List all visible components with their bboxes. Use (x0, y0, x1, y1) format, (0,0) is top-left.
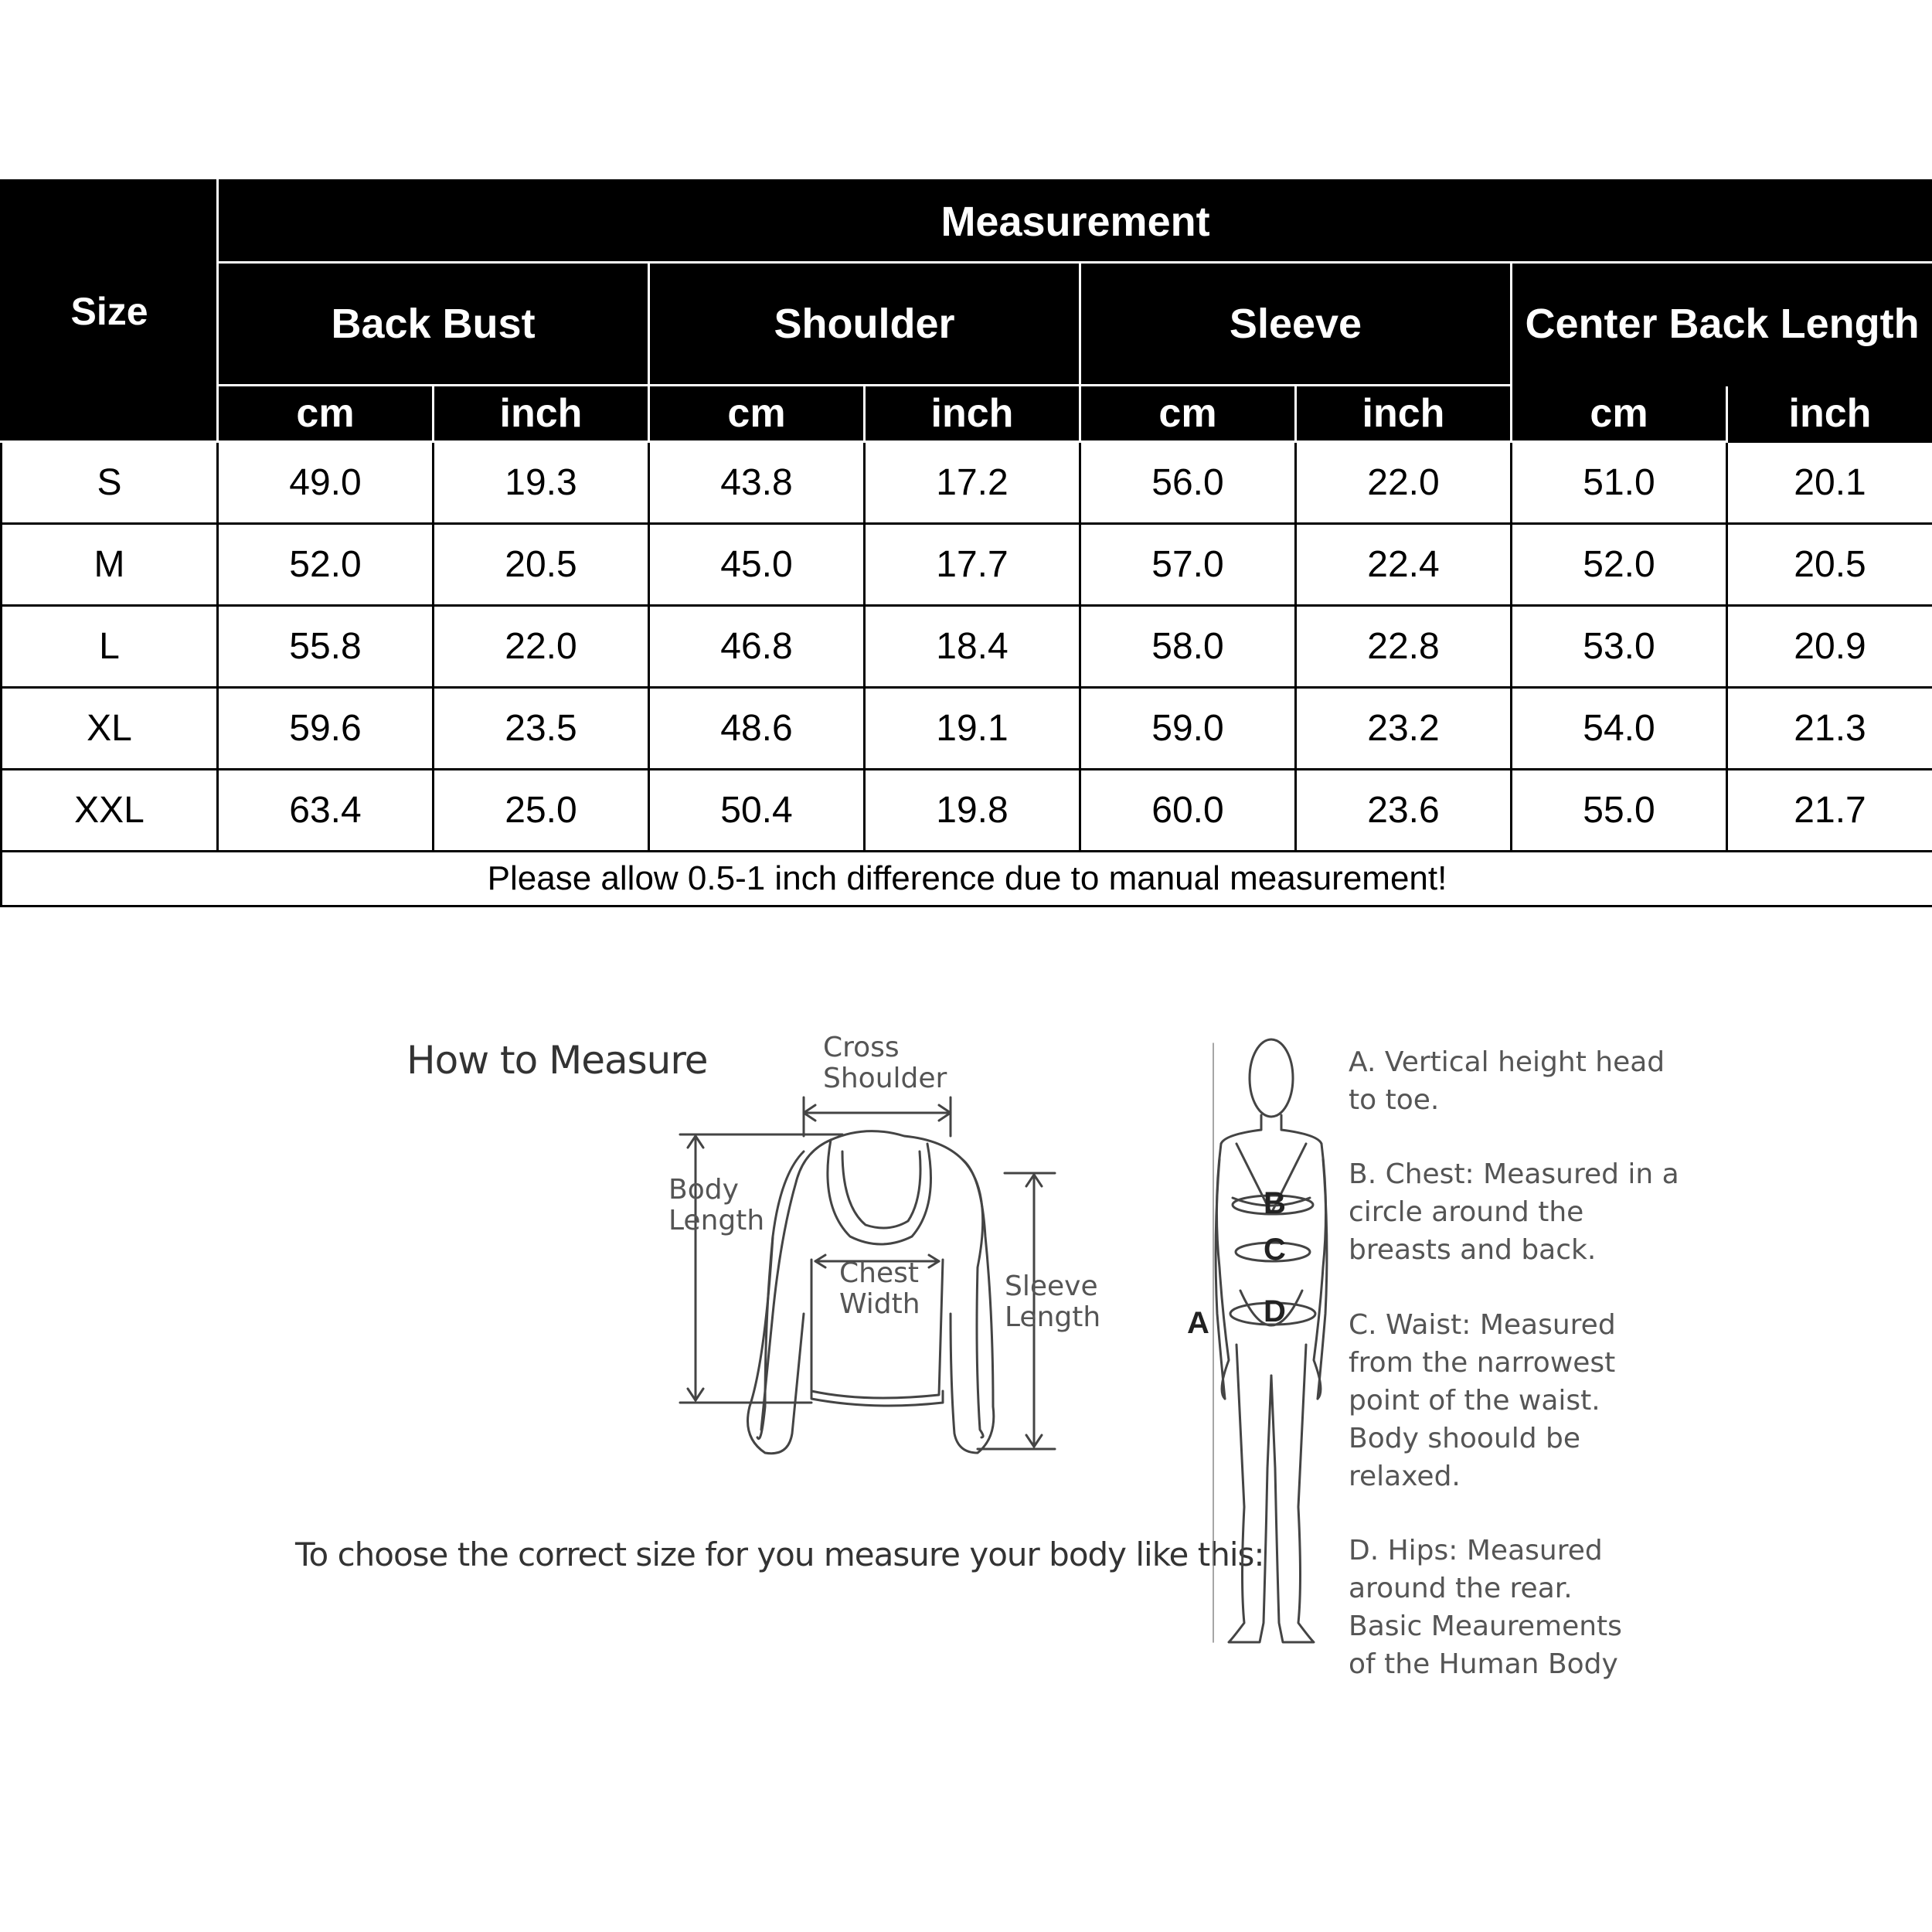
group-header-shoulder: Shoulder (649, 263, 1080, 386)
size-cell: M (2, 524, 218, 606)
value-cell: 52.0 (1512, 524, 1727, 606)
unit-header: cm (218, 386, 434, 442)
value-cell: 54.0 (1512, 688, 1727, 770)
value-cell: 60.0 (1080, 770, 1296, 852)
unit-header: inch (434, 386, 649, 442)
unit-header: cm (1512, 386, 1727, 442)
value-cell: 22.8 (1296, 606, 1512, 688)
value-cell: 49.0 (218, 442, 434, 524)
chest-width-label: Chest Width (839, 1257, 920, 1320)
body-letter-b: B (1264, 1186, 1286, 1220)
unit-header: inch (865, 386, 1080, 442)
body-letter-c: C (1264, 1233, 1286, 1267)
value-cell: 48.6 (649, 688, 865, 770)
value-cell: 45.0 (649, 524, 865, 606)
cross-shoulder-label: Cross Shoulder (823, 1032, 947, 1094)
description-c: C. Waist: Measured from the narrowest point of the waist. Body shoould be relaxed. (1349, 1309, 1616, 1492)
value-cell: 53.0 (1512, 606, 1727, 688)
value-cell: 20.1 (1727, 442, 1932, 524)
group-header-sleeve: Sleeve (1080, 263, 1512, 386)
human-body-figure (1216, 1039, 1327, 1642)
value-cell: 17.7 (865, 524, 1080, 606)
value-cell: 19.3 (434, 442, 649, 524)
value-cell: 63.4 (218, 770, 434, 852)
how-to-measure-title: How to Measure (406, 1038, 708, 1083)
value-cell: 21.7 (1727, 770, 1932, 852)
size-cell: L (2, 606, 218, 688)
value-cell: 23.6 (1296, 770, 1512, 852)
value-cell: 20.5 (1727, 524, 1932, 606)
value-cell: 56.0 (1080, 442, 1296, 524)
description-a: A. Vertical height head to toe. (1349, 1046, 1665, 1116)
value-cell: 58.0 (1080, 606, 1296, 688)
value-cell: 23.2 (1296, 688, 1512, 770)
value-cell: 55.0 (1512, 770, 1727, 852)
size-cell: XL (2, 688, 218, 770)
value-cell: 52.0 (218, 524, 434, 606)
group-header-back-bust: Back Bust (218, 263, 649, 386)
description-b: B. Chest: Measured in a circle around the breasts and back. (1349, 1158, 1679, 1266)
value-cell: 22.0 (1296, 442, 1512, 524)
body-length-label: Body Length (668, 1174, 765, 1236)
size-header: Size (2, 181, 218, 442)
measurement-header: Measurement (218, 181, 1932, 263)
body-letter-a: A (1187, 1306, 1209, 1340)
value-cell: 18.4 (865, 606, 1080, 688)
unit-header: cm (1080, 386, 1296, 442)
value-cell: 51.0 (1512, 442, 1727, 524)
unit-header: cm (649, 386, 865, 442)
unit-header: inch (1727, 386, 1932, 442)
value-cell: 46.8 (649, 606, 865, 688)
value-cell: 50.4 (649, 770, 865, 852)
description-d: D. Hips: Measured around the rear. Basic Meaurements of the Human Body (1349, 1535, 1622, 1680)
value-cell: 59.0 (1080, 688, 1296, 770)
group-header-center-back-length: Center Back Length (1512, 263, 1932, 386)
measurement-note: Please allow 0.5-1 inch difference due to manual measurement! (2, 852, 1932, 906)
sleeve-length-label: Sleeve Length (1005, 1270, 1101, 1333)
choose-size-text: To choose the correct size for you measure your body like this: (295, 1536, 1264, 1573)
value-cell: 22.0 (434, 606, 649, 688)
value-cell: 21.3 (1727, 688, 1932, 770)
value-cell: 55.8 (218, 606, 434, 688)
value-cell: 25.0 (434, 770, 649, 852)
value-cell: 59.6 (218, 688, 434, 770)
value-cell: 57.0 (1080, 524, 1296, 606)
unit-header: inch (1296, 386, 1512, 442)
value-cell: 22.4 (1296, 524, 1512, 606)
value-cell: 17.2 (865, 442, 1080, 524)
value-cell: 20.5 (434, 524, 649, 606)
value-cell: 19.8 (865, 770, 1080, 852)
value-cell: 23.5 (434, 688, 649, 770)
size-cell: S (2, 442, 218, 524)
value-cell: 20.9 (1727, 606, 1932, 688)
body-letter-d: D (1264, 1294, 1286, 1328)
size-cell: XXL (2, 770, 218, 852)
value-cell: 19.1 (865, 688, 1080, 770)
value-cell: 43.8 (649, 442, 865, 524)
